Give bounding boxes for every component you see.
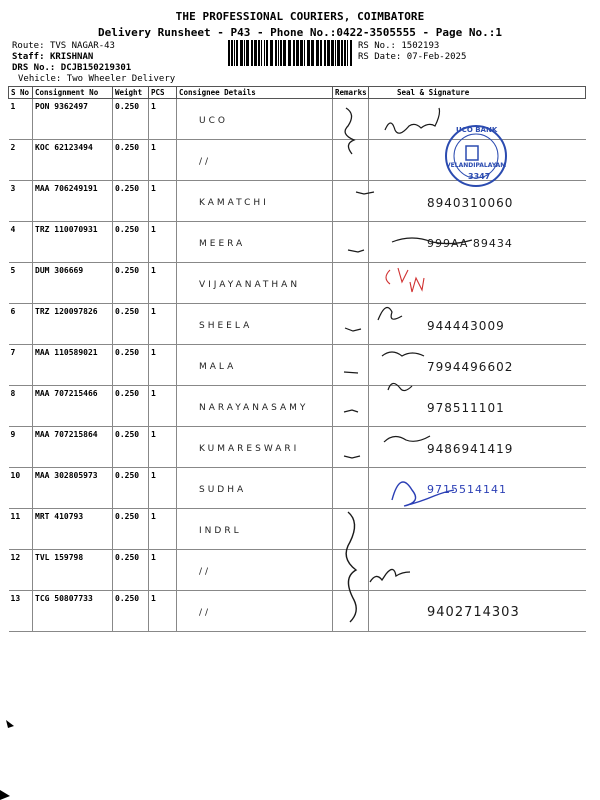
row-pcs: 1	[149, 345, 177, 386]
row-consignee: //	[177, 550, 333, 591]
row-pcs: 1	[149, 140, 177, 181]
row-signature: 944443009	[369, 304, 586, 345]
col-consignee: Consignee Details	[177, 87, 333, 99]
table-row	[9, 345, 586, 386]
col-pcs: PCS	[149, 87, 177, 99]
row-signature	[369, 550, 586, 591]
row-remarks	[333, 222, 369, 263]
runsheet-table	[8, 86, 586, 632]
row-consignment: MRT 410793	[33, 509, 113, 550]
row-signature: 9486941419	[369, 427, 586, 468]
row-consignee: KUMARESWARI	[177, 427, 333, 468]
row-weight: 0.250	[113, 222, 149, 263]
row-remarks	[333, 509, 369, 550]
table-row	[9, 181, 586, 222]
rs-no-label: RS No.:	[358, 41, 396, 51]
drs-label: DRS No.:	[12, 63, 56, 73]
row-pcs: 1	[149, 304, 177, 345]
row-weight: 0.250	[113, 509, 149, 550]
row-remarks	[333, 140, 369, 181]
row-remarks	[333, 591, 369, 632]
rs-date-line	[358, 51, 466, 63]
row-signature: 9402714303	[369, 591, 586, 632]
row-sno: 12	[9, 550, 33, 591]
table-row	[9, 222, 586, 263]
row-weight: 0.250	[113, 304, 149, 345]
row-pcs: 1	[149, 509, 177, 550]
table-row	[9, 468, 586, 509]
table-row	[9, 99, 586, 140]
row-remarks	[333, 304, 369, 345]
row-pcs: 1	[149, 181, 177, 222]
row-consignment: TRZ 110070931	[33, 222, 113, 263]
row-remarks	[333, 550, 369, 591]
row-signature: 9715514141	[369, 468, 586, 509]
row-consignment: PON 9362497	[33, 99, 113, 140]
col-signature: Seal & Signature	[369, 87, 586, 99]
row-sno: 6	[9, 304, 33, 345]
row-sno: 5	[9, 263, 33, 304]
row-consignment: MAA 302805973	[33, 468, 113, 509]
rs-no-value: 1502193	[401, 41, 440, 51]
row-consignment: MAA 706249191	[33, 181, 113, 222]
route-value: TVS NAGAR-43	[49, 41, 115, 51]
row-sno: 3	[9, 181, 33, 222]
page-mark	[6, 720, 14, 728]
row-weight: 0.250	[113, 468, 149, 509]
row-consignment: MAA 707215466	[33, 386, 113, 427]
row-weight: 0.250	[113, 99, 149, 140]
col-weight: Weight	[113, 87, 149, 99]
table-row	[9, 550, 586, 591]
row-remarks	[333, 99, 369, 140]
row-weight: 0.250	[113, 263, 149, 304]
row-signature: 7994496602	[369, 345, 586, 386]
row-consignee: MALA	[177, 345, 333, 386]
row-remarks	[333, 427, 369, 468]
vehicle-label: Vehicle:	[18, 74, 62, 84]
row-signature	[369, 263, 586, 304]
row-weight: 0.250	[113, 181, 149, 222]
barcode-image	[228, 40, 354, 66]
row-consignee: SHEELA	[177, 304, 333, 345]
row-consignee: INDRL	[177, 509, 333, 550]
row-signature	[369, 509, 586, 550]
drs-value: DCJB150219301	[60, 63, 132, 73]
row-remarks	[333, 263, 369, 304]
bank-stamp-code: 3347	[468, 172, 491, 181]
row-pcs: 1	[149, 468, 177, 509]
row-consignee: VIJAYANATHAN	[177, 263, 333, 304]
col-consignment: Consignment No	[33, 87, 113, 99]
row-consignment: DUM 306669	[33, 263, 113, 304]
row-remarks	[333, 345, 369, 386]
row-weight: 0.250	[113, 427, 149, 468]
row-sno: 7	[9, 345, 33, 386]
vehicle-line	[18, 73, 175, 85]
row-consignment: MAA 707215864	[33, 427, 113, 468]
row-remarks	[333, 386, 369, 427]
row-pcs: 1	[149, 550, 177, 591]
col-remarks: Remarks	[333, 87, 369, 99]
row-consignee: MEERA	[177, 222, 333, 263]
row-weight: 0.250	[113, 591, 149, 632]
row-pcs: 1	[149, 222, 177, 263]
row-consignee: KAMATCHI	[177, 181, 333, 222]
row-signature	[369, 140, 586, 181]
row-consignee: NARAYANASAMY	[177, 386, 333, 427]
runsheet-subtitle: Delivery Runsheet - P43 - Phone No.:0422-3505555 - Page No.:1	[98, 26, 502, 39]
table-row	[9, 386, 586, 427]
row-sno: 10	[9, 468, 33, 509]
company-title: THE PROFESSIONAL COURIERS, COIMBATORE	[175, 10, 425, 23]
row-sno: 1	[9, 99, 33, 140]
row-sno: 11	[9, 509, 33, 550]
row-consignment: MAA 110589021	[33, 345, 113, 386]
table-row	[9, 263, 586, 304]
row-sno: 9	[9, 427, 33, 468]
row-pcs: 1	[149, 427, 177, 468]
route-label: Route:	[12, 41, 45, 51]
table-row	[9, 140, 586, 181]
row-signature: 978511101	[369, 386, 586, 427]
rs-date-value: 07-Feb-2025	[406, 52, 467, 62]
row-consignment: TCG 50807733	[33, 591, 113, 632]
col-sno: S No	[9, 87, 33, 99]
row-signature: 8940310060	[369, 181, 586, 222]
row-consignment: TVL 159798	[33, 550, 113, 591]
row-consignment: KOC 62123494	[33, 140, 113, 181]
row-signature	[369, 99, 586, 140]
row-consignee: UCO	[177, 99, 333, 140]
row-pcs: 1	[149, 591, 177, 632]
vehicle-value: Two Wheeler Delivery	[66, 74, 176, 84]
staff-value: KRISHNAN	[49, 52, 94, 62]
table-header-row	[9, 87, 586, 99]
row-sno: 13	[9, 591, 33, 632]
page-mark	[0, 790, 10, 800]
row-weight: 0.250	[113, 550, 149, 591]
row-remarks	[333, 468, 369, 509]
row-pcs: 1	[149, 99, 177, 140]
row-weight: 0.250	[113, 386, 149, 427]
row-signature: 999AA 89434	[369, 222, 586, 263]
row-consignee: SUDHA	[177, 468, 333, 509]
row-remarks	[333, 181, 369, 222]
row-pcs: 1	[149, 386, 177, 427]
row-weight: 0.250	[113, 345, 149, 386]
bank-stamp-text-top: UCO BANK	[456, 126, 498, 134]
bank-stamp-text-mid: VELANDIPALAYAM	[446, 162, 507, 169]
row-consignee: //	[177, 140, 333, 181]
row-sno: 2	[9, 140, 33, 181]
row-weight: 0.250	[113, 140, 149, 181]
staff-label: Staff:	[12, 52, 45, 62]
row-sno: 4	[9, 222, 33, 263]
row-consignment: TRZ 120097826	[33, 304, 113, 345]
row-pcs: 1	[149, 263, 177, 304]
table-row	[9, 427, 586, 468]
table-row	[9, 509, 586, 550]
table-row	[9, 304, 586, 345]
row-consignee: //	[177, 591, 333, 632]
rs-date-label: RS Date:	[358, 52, 402, 62]
table-row	[9, 591, 586, 632]
row-sno: 8	[9, 386, 33, 427]
